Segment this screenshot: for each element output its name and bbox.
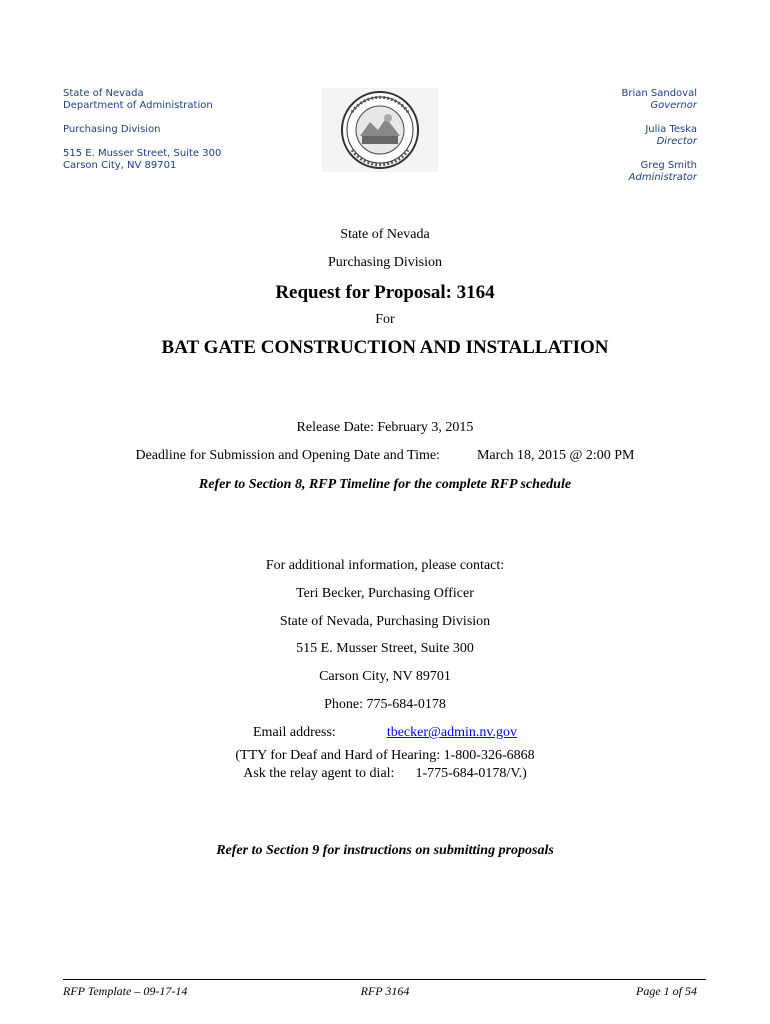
deadline-label: Deadline for Submission and Opening Date and Time:: [135, 448, 440, 463]
for-label: For: [375, 312, 395, 327]
footer-template: RFP Template – 09-17-14: [63, 984, 188, 998]
header-street: 515 E. Musser Street, Suite 300: [63, 148, 222, 159]
relay-number: 1-775-684-0178/V.): [415, 766, 527, 781]
deadline-line: [0, 448, 770, 464]
contact-org: State of Nevada, Purchasing Division: [279, 614, 491, 629]
state-seal-icon: [322, 88, 438, 172]
relay-line: [0, 766, 770, 782]
contact-street: 515 E. Musser Street, Suite 300: [296, 641, 474, 656]
email-link[interactable]: tbecker@admin.nv.gov: [386, 725, 517, 740]
contact-phone: Phone: 775-684-0178: [324, 697, 446, 712]
contact-intro: For additional information, please contact:: [265, 558, 505, 573]
rfp-title: Request for Proposal: 3164: [275, 282, 495, 303]
release-date: Release Date: February 3, 2015: [296, 420, 474, 435]
header-division: Purchasing Division: [63, 124, 161, 135]
footer-page: Page 1 of 54: [636, 984, 697, 998]
contact-city: Carson City, NV 89701: [319, 669, 451, 684]
project-title: BAT GATE CONSTRUCTION AND INSTALLATION: [161, 337, 609, 358]
contact-email-line: [0, 725, 770, 741]
footer-divider: [63, 979, 706, 980]
administrator-name: Greg Smith: [640, 160, 697, 171]
header-department: Department of Administration: [63, 100, 213, 111]
director-name: Julia Teska: [645, 124, 697, 135]
submit-note: Refer to Section 9 for instructions on submitting proposals: [216, 843, 554, 858]
governor-title: Governor: [650, 100, 697, 111]
relay-label: Ask the relay agent to dial:: [243, 766, 395, 781]
main-state: State of Nevada: [340, 227, 430, 242]
governor-name: Brian Sandoval: [621, 88, 697, 99]
administrator-title: Administrator: [628, 172, 697, 183]
tty-line: (TTY for Deaf and Hard of Hearing: 1-800-326-6868: [235, 748, 535, 763]
email-label: Email address:: [253, 725, 336, 740]
deadline-value: March 18, 2015 @ 2:00 PM: [476, 448, 635, 463]
director-title: Director: [656, 136, 697, 147]
header-state: State of Nevada: [63, 88, 144, 99]
timeline-note: Refer to Section 8, RFP Timeline for the complete RFP schedule: [198, 477, 572, 492]
header-right-block: [622, 88, 698, 184]
main-division: Purchasing Division: [328, 255, 442, 270]
footer-rfp: RFP 3164: [360, 984, 410, 998]
header-left-block: [63, 88, 221, 172]
contact-name: Teri Becker, Purchasing Officer: [296, 586, 474, 601]
header-city: Carson City, NV 89701: [63, 160, 177, 171]
